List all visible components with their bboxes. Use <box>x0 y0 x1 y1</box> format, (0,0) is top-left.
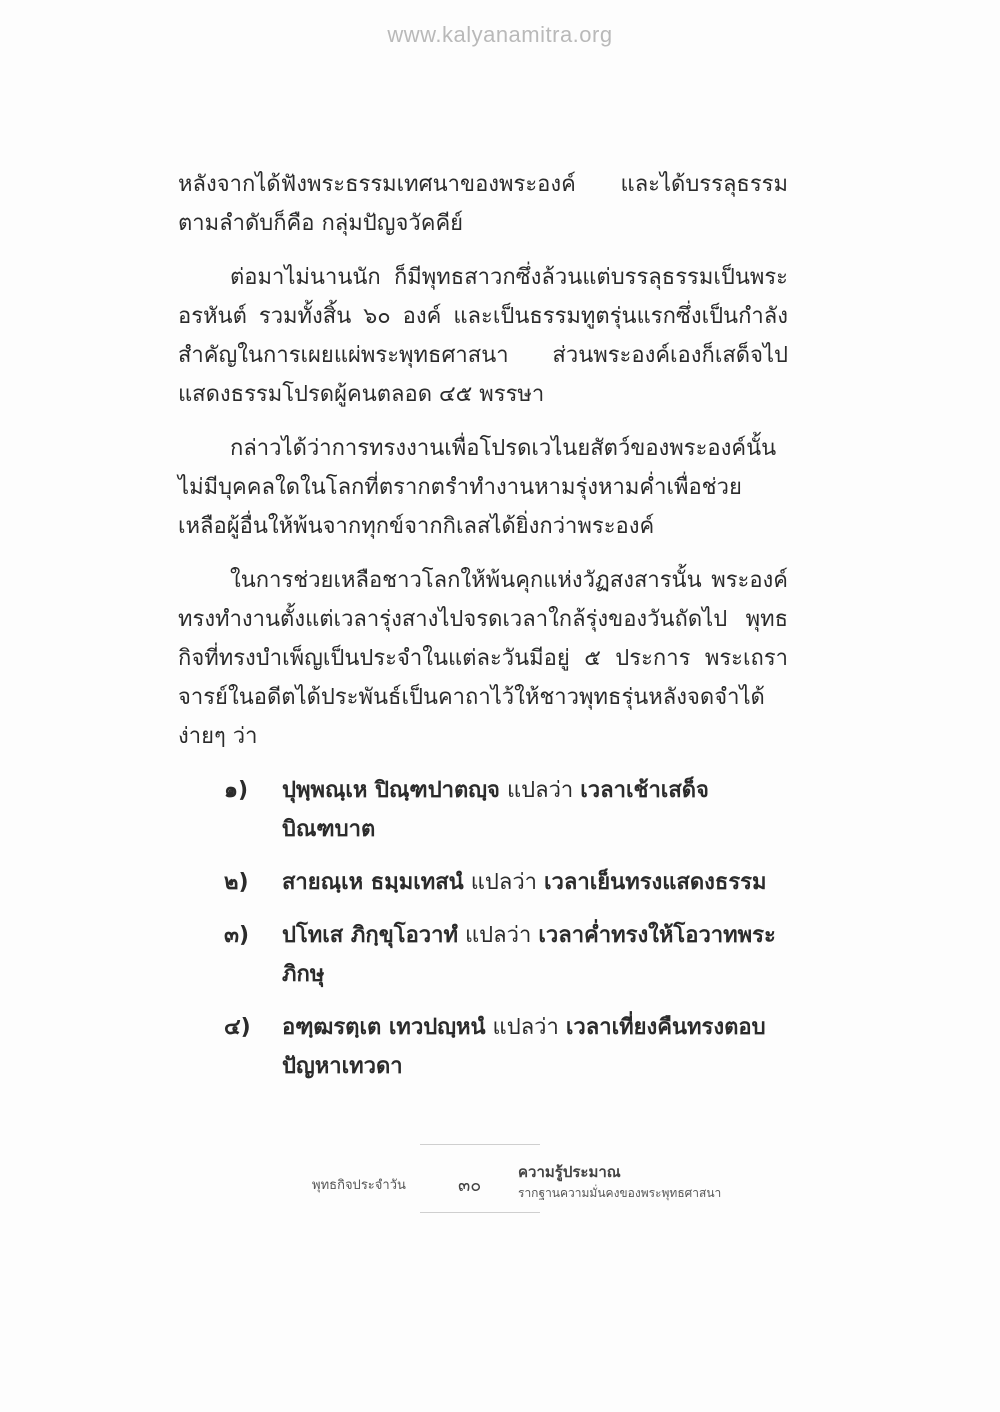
pali-verse: อฑฺฒรตฺเต เทวปญฺหนํ <box>282 1015 486 1040</box>
list-item <box>224 863 788 902</box>
body-text <box>178 165 788 1100</box>
pali-verse: ปโทเส ภิกฺขุโอวาทํ <box>282 923 458 948</box>
item-number: ๔) <box>224 1015 251 1040</box>
paragraph-1: หลังจากได้ฟังพระธรรมเทศนาของพระองค์ และได้บรรลุธรรมตามลำดับก็คือ กลุ่มปัญจวัคคีย์ <box>178 172 788 236</box>
duties-list <box>178 771 788 1086</box>
translation-connector: แปลว่า <box>492 1015 559 1040</box>
translation-meaning: เวลาเย็นทรงแสดงธรรม <box>544 870 767 895</box>
footer-ornament-bottom <box>420 1212 540 1213</box>
translation-meaning: เวลาเที่ยงคืนทรงตอบปัญหาเทวดา <box>282 1015 766 1079</box>
pali-verse: สายณฺเห ธมฺมเทสนํ <box>282 870 464 895</box>
page-number: ๓๐ <box>458 1175 482 1196</box>
item-number: ๓) <box>224 923 250 948</box>
list-item <box>224 916 788 994</box>
translation-connector: แปลว่า <box>506 778 574 803</box>
item-number: ๑) <box>224 778 249 803</box>
translation-connector: แปลว่า <box>470 870 538 895</box>
translation-meaning: เวลาเช้าเสด็จบิณฑบาต <box>282 778 709 842</box>
footer-book-subtitle: รากฐานความมั่นคงของพระพุทธศาสนา <box>518 1186 722 1200</box>
paragraph-3: กล่าวได้ว่าการทรงงานเพื่อโปรดเวไนยสัตว์ของพระองค์นั้นไม่มีบุคคลใดในโลกที่ตรากตรำทำงานหามรุ่งหามค่ำเพื่อช่วยเหลือผู้อื่นให้พ้นจากทุกข์จากกิเลสได้ยิ่งกว่าพระองค์ <box>178 436 777 539</box>
list-item <box>224 771 788 849</box>
list-item <box>224 1008 788 1086</box>
item-number: ๒) <box>224 870 249 895</box>
footer-chapter-title: พุทธกิจประจำวัน <box>312 1178 406 1193</box>
footer-book-title: ความรู้ประมาณ <box>518 1163 621 1181</box>
paragraph-2: ต่อมาไม่นานนัก ก็มีพุทธสาวกซึ่งล้วนแต่บรรลุธรรมเป็นพระอรหันต์ รวมทั้งสิ้น ๖๐ องค์ และเป็นธรรมทูตรุ่นแรกซึ่งเป็นกำลังสำคัญในการเผยแผ่พระพุทธศาสนา ส่วนพระองค์เองก็เสด็จไปแสดงธรรมโปรดผู้คนตลอด ๔๕ พรรษา <box>178 265 788 407</box>
footer-ornament-top <box>420 1144 540 1145</box>
page-footer <box>0 1138 1000 1218</box>
translation-meaning: เวลาค่ำทรงให้โอวาทพระภิกษุ <box>282 923 776 987</box>
paragraph-4: ในการช่วยเหลือชาวโลกให้พ้นคุกแห่งวัฏสงสารนั้น พระองค์ทรงทำงานตั้งแต่เวลารุ่งสางไปจรดเวลาใกล้รุ่งของวันถัดไป พุทธกิจที่ทรงบำเพ็ญเป็นประจำในแต่ละวันมีอยู่ ๕ ประการ พระเถราจารย์ในอดีตได้ประพันธ์เป็นคาถาไว้ให้ชาวพุทธรุ่นหลังจดจำได้ง่ายๆ ว่า <box>178 568 788 749</box>
watermark-url: www.kalyanamitra.org <box>387 22 613 47</box>
translation-connector: แปลว่า <box>465 923 532 948</box>
pali-verse: ปุพฺพณฺเห ปิณฺฑปาตญฺจ <box>282 778 500 803</box>
